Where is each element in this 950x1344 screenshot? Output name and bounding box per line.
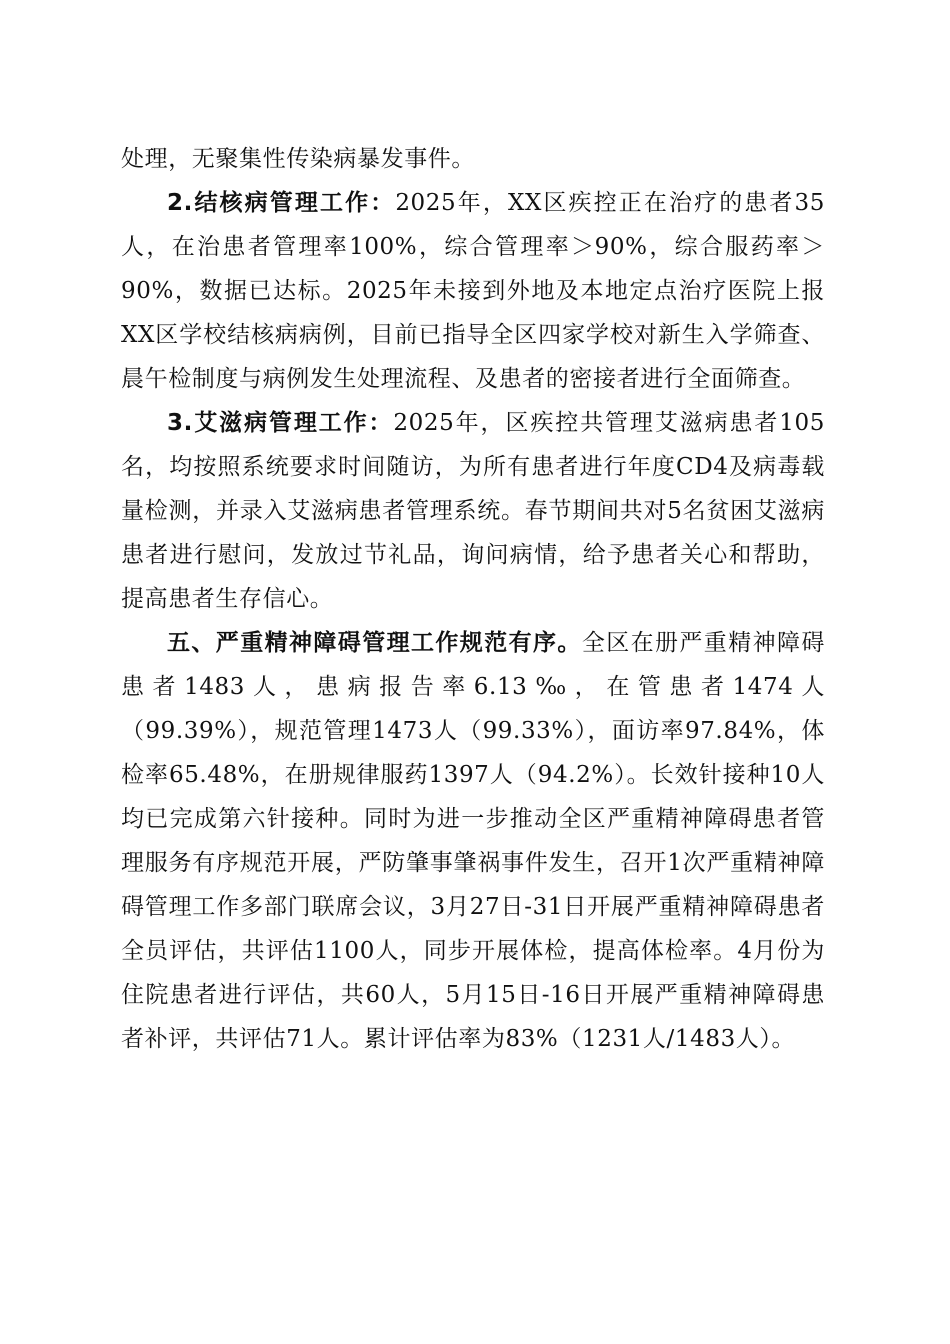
document-body — [121, 137, 825, 1061]
paragraph-text: 2025年，XX区疾控正在治疗的患者35人，在治患者管理率100%，综合管理率＞90%，综合服药率＞90%，数据已达标。2025年未接到外地及本地定点治疗医院上报XX区学校结核病病例，目前已指导全区四家学校对新生入学筛查、晨午检制度与病例发生处理流程、及患者的密接者进行全面筛查。 — [121, 190, 825, 392]
paragraph-heading: 3.艾滋病管理工作： — [167, 410, 394, 436]
paragraph-text: 2025年，区疾控共管理艾滋病患者105名，均按照系统要求时间随访，为所有患者进行年度CD4及病毒载量检测，并录入艾滋病患者管理系统。春节期间共对5名贫困艾滋病患者进行慰问，发放过节礼品，询问病情，给予患者关心和帮助，提高患者生存信心。 — [121, 410, 826, 612]
paragraph-text: 全区在册严重精神障碍患者1483人，患病报告率6.13‰，在管患者1474人（99.39%），规范管理1473人（99.33%），面访率97.84%，体检率65.48%，在册规律服药1397人（94.2%）。长效针接种10人均已完成第六针接种。同时为进一步推动全区严重精神障碍患者管理服务有序规范开展，严防肇事肇祸事件发生，召开1次严重精神障碍管理工作多部门联席会议，3月27日-31日开展严重精神障碍患者全员评估，共评估1100人，同步开展体检，提高体检率。4月份为住院患者进行评估，共60人，5月15日-16日开展严重精神障碍患者补评，共评估71人。累计评估率为83%（1231人/1483人）。 — [121, 630, 826, 1052]
paragraph-heading: 五、严重精神障碍管理工作规范有序。 — [167, 630, 582, 656]
paragraph-aids — [121, 401, 825, 621]
paragraph-mental-health — [121, 621, 825, 1061]
paragraph-heading: 2.结核病管理工作： — [167, 190, 396, 216]
paragraph-tuberculosis — [121, 181, 825, 401]
paragraph-text: 处理，无聚集性传染病暴发事件。 — [121, 146, 475, 172]
paragraph-continuation — [121, 137, 825, 181]
